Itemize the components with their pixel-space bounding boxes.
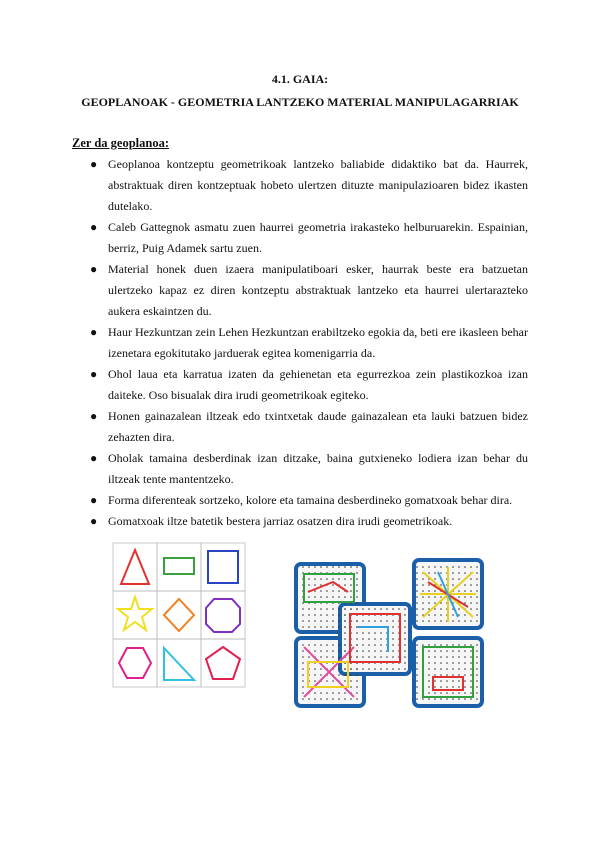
list-item <box>88 406 528 448</box>
list-item-text: Ohol laua eta karratua izaten da gehienetan eta egurrezkoa zein plastikozkoa izan daiteke. Oso bisualak dira irudi geometrikoak egiteko. <box>108 367 528 402</box>
list-item <box>88 364 528 406</box>
geoboards-photo <box>288 552 488 720</box>
bullet-list <box>88 154 528 532</box>
bullet-icon: ● <box>90 367 98 381</box>
list-item-text: Geoplanoa kontzeptu geometrikoak lantzeko baliabide didaktiko bat da. Haurrek, abstraktuak diren kontzeptuak hobeto ulertzen dituzte manipulazioaren bidez ikasten dutelako. <box>108 157 528 213</box>
list-item-text: Forma diferenteak sortzeko, kolore eta tamaina desberdineko gomatxoak behar dira. <box>108 493 513 507</box>
bullet-icon: ● <box>90 514 98 528</box>
bullet-icon: ● <box>90 451 98 465</box>
list-item-text: Oholak tamaina desberdinak izan ditzake, baina gutxieneko lodiera izan behar du iltzeak tente mantentzeko. <box>108 451 528 486</box>
list-item-text: Caleb Gattegnok asmatu zuen haurrei geometria irakasteko helburuarekin. Espainian, berriz, Puig Adamek sartu zuen. <box>108 220 528 255</box>
bullet-icon: ● <box>90 325 98 339</box>
page-subtitle: GEOPLANOAK - GEOMETRIA LANTZEKO MATERIAL MANIPULAGARRIAK <box>81 95 519 109</box>
section-heading: Zer da geoplanoa: <box>72 136 169 150</box>
list-item <box>88 154 528 217</box>
list-item <box>88 322 528 364</box>
bullet-icon: ● <box>90 493 98 507</box>
list-item-text: Haur Hezkuntzan zein Lehen Hezkuntzan erabiltzeko egokia da, beti ere ikasleen behar izenetara egokitutako jarduerak egitea komenigarria da. <box>108 325 528 360</box>
bullet-icon: ● <box>90 262 98 276</box>
list-item <box>88 259 528 322</box>
list-item-text: Gomatxoak iltze batetik bestera jarriaz osatzen dira irudi geometrikoak. <box>108 514 453 528</box>
bullet-icon: ● <box>90 220 98 234</box>
bullet-icon: ● <box>90 409 98 423</box>
list-item <box>88 511 528 532</box>
list-item-text: Material honek duen izaera manipulatiboari esker, haurrak beste era batzuetan ulertzeko kapaz ez diren kontzeptu abstraktuak lantzeko eta haurrei ulertarazteko aukera eskaintzen du. <box>108 262 528 318</box>
list-item <box>88 490 528 511</box>
page-title: 4.1. GAIA: <box>271 72 329 86</box>
list-item-text: Honen gainazalean iltzeak edo txintxetak daude gainazalean eta lauki batzuen bidez zehazten dira. <box>108 409 528 444</box>
bullet-icon: ● <box>90 157 98 171</box>
list-item <box>88 217 528 259</box>
list-item <box>88 448 528 490</box>
geoboard-shapes-image <box>112 538 248 690</box>
